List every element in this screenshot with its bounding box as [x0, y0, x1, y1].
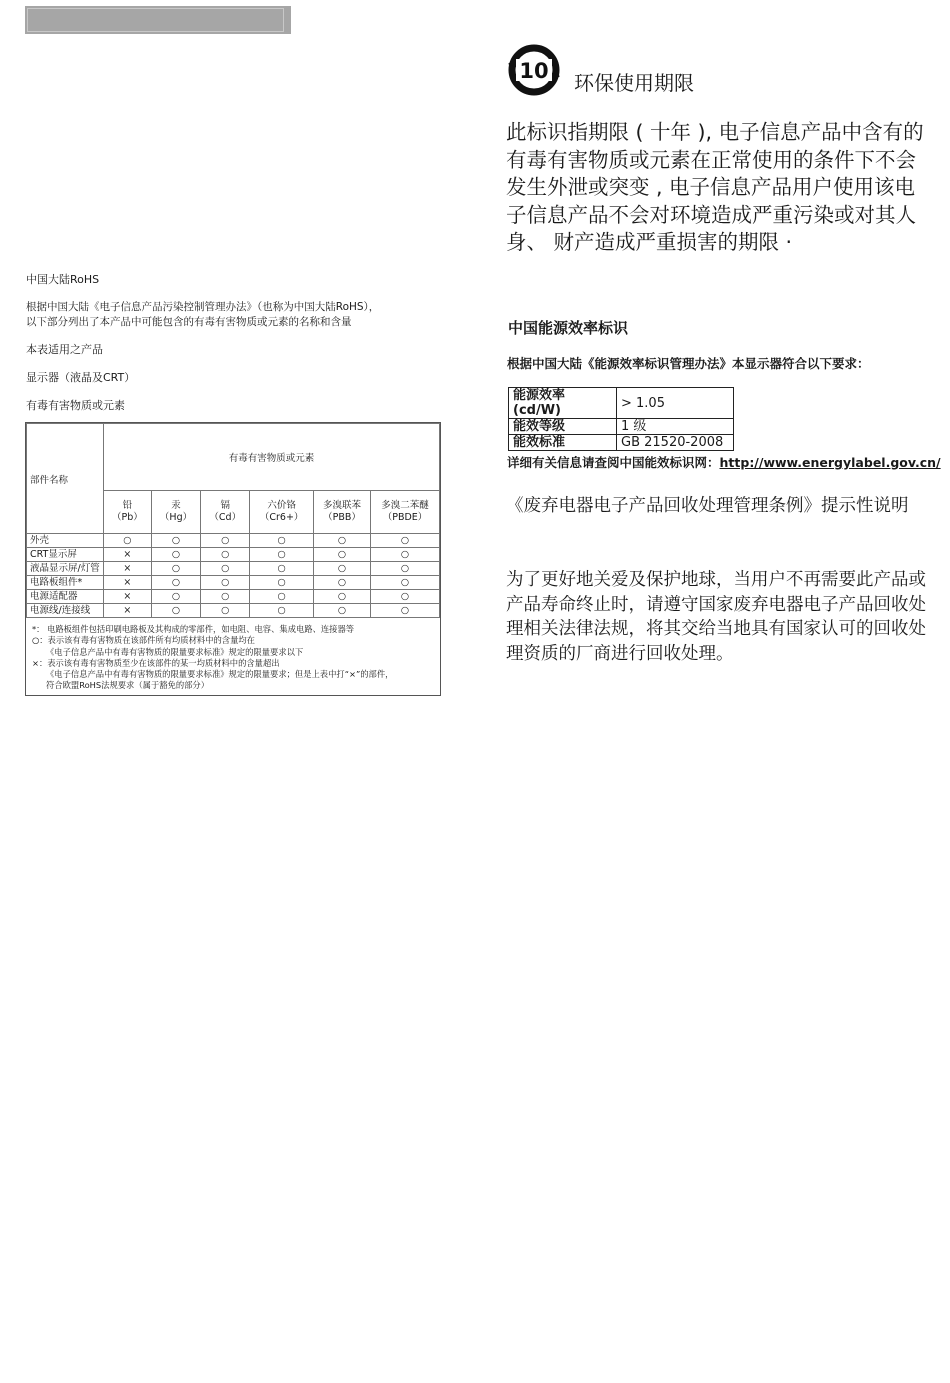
note-cross: ×：表示该有毒有害物质至少在该部件的某一均质材料中的含量超出 [32, 657, 280, 668]
rohs-title: 中国大陆RoHS [26, 273, 100, 286]
substance-symbol: （Hg） [159, 512, 193, 523]
substance-mark: ○ [151, 548, 201, 562]
substance-header [250, 491, 314, 534]
substance-mark: × [104, 576, 152, 590]
epup-title: 环保使用期限 [574, 71, 694, 95]
substance-mark: ○ [250, 590, 314, 604]
epup-10-logo-icon [506, 42, 562, 98]
rohs-table-row [27, 576, 440, 590]
rohs-table-row [27, 590, 440, 604]
substance-mark: ○ [314, 562, 371, 576]
energy-row [509, 435, 734, 451]
substance-mark: × [104, 590, 152, 604]
header-bar [25, 6, 291, 34]
energy-row [509, 388, 734, 419]
epup-body: 此标识指期限 ( 十年 ), 电子信息产品中含有的有毒有害物质或元素在正常使用的条件下不会发生外泄或突变 , 电子信息产品用户使用该电子信息产品不会对环境造成严重污染或对其人身、 财产造成严重损害的期限 · [506, 120, 924, 254]
substance-mark: ○ [314, 548, 371, 562]
substance-symbol: （PBDE） [382, 512, 428, 523]
rohs-table-row [27, 534, 440, 548]
substance-symbol: （Cr6+） [259, 512, 304, 523]
substance-symbol: （Pb） [111, 512, 143, 523]
substance-mark: ○ [151, 604, 201, 618]
substance-mark: ○ [250, 604, 314, 618]
substance-mark: ○ [371, 548, 440, 562]
part-name-header: 部件名称 [27, 424, 104, 534]
substance-mark: ○ [201, 562, 250, 576]
note-cross-cont: 《电子信息产品中有毒有害物质的限量要求标准》规定的限量要求；但是上表中打“×”的部件， [46, 669, 394, 680]
rohs-subtitle: 有毒有害物质或元素 [26, 399, 125, 412]
substance-mark: ○ [201, 604, 250, 618]
substance-mark: × [104, 562, 152, 576]
substance-mark: ○ [314, 604, 371, 618]
substance-mark: ○ [151, 590, 201, 604]
substance-mark: ○ [314, 590, 371, 604]
energy-key: 能效等级 [509, 419, 617, 435]
substance-name: 汞 [171, 500, 181, 511]
part-name: CRT显示屏 [27, 548, 104, 562]
substance-mark: ○ [250, 576, 314, 590]
weee-title: 《废弃电器电子产品回收处理管理条例》提示性说明 [506, 496, 909, 516]
substance-header [314, 491, 371, 534]
substance-header [104, 491, 152, 534]
substance-mark: ○ [250, 534, 314, 548]
substance-name: 铅 [122, 500, 133, 511]
rohs-notes [26, 618, 440, 692]
energy-key: 能效标准 [509, 435, 617, 451]
substance-mark: ○ [201, 590, 250, 604]
rohs-intro-line-1: 根据中国大陆《电子信息产品污染控制管理办法》（也称为中国大陆RoHS）， [26, 301, 380, 313]
rohs-table-box [25, 422, 441, 696]
part-name: 液晶显示屏/灯管 [27, 562, 104, 576]
substance-mark: ○ [371, 562, 440, 576]
note-cross-cont-2: 符合欧盟RoHS法规要求（属于豁免的部分） [46, 680, 210, 691]
part-name: 电源适配器 [27, 590, 104, 604]
substance-name: 六价铬 [267, 500, 296, 511]
substance-group-header: 有毒有害物质或元素 [104, 424, 440, 491]
substance-mark: ○ [371, 604, 440, 618]
substance-mark: ○ [250, 562, 314, 576]
substance-mark: ○ [201, 548, 250, 562]
energy-more-label: 详细有关信息请查阅中国能效标识网： [507, 455, 720, 470]
rohs-intro [26, 300, 446, 330]
energy-key: 能源效率(cd/W) [509, 388, 617, 419]
substance-mark: ○ [201, 576, 250, 590]
substance-mark: ○ [151, 562, 201, 576]
energy-intro: 根据中国大陆《能源效率标识管理办法》本显示器符合以下要求： [507, 356, 870, 371]
substance-mark: ○ [201, 534, 250, 548]
rohs-table [26, 423, 440, 618]
rohs-table-row [27, 604, 440, 618]
weee-body: 为了更好地关爱及保护地球，当用户不再需要此产品或产品寿命终止时，请遵守国家废弃电器电子产品回收处理相关法律法规，将其交给当地具有国家认可的回收处理资质的厂商进行回收处理。 [506, 570, 926, 664]
part-name: 电源线/连接线 [27, 604, 104, 618]
note-circle-cont: 《电子信息产品中有毒有害物质的限量要求标准》规定的限量要求以下 [46, 646, 304, 657]
rohs-table-row [27, 548, 440, 562]
energy-row [509, 419, 734, 435]
substance-mark: ○ [371, 576, 440, 590]
substance-mark: ○ [371, 534, 440, 548]
note-circle: ○：表示该有毒有害物质在该部件所有均质材料中的含量均在 [32, 635, 255, 646]
substance-mark: ○ [314, 576, 371, 590]
part-name: 外壳 [27, 534, 104, 548]
substance-symbol: （Cd） [209, 512, 242, 523]
energy-value: 1 级 [617, 419, 734, 435]
substance-mark: ○ [151, 534, 201, 548]
substance-name: 多溴联苯 [323, 500, 362, 511]
substance-symbol: （PBB） [323, 512, 361, 523]
energy-label-link[interactable]: http://www.energylabel.gov.cn/ [719, 455, 941, 470]
substance-header [201, 491, 250, 534]
substance-mark: ○ [314, 534, 371, 548]
substance-name: 多溴二苯醚 [381, 500, 429, 511]
substance-mark: ○ [371, 590, 440, 604]
rohs-product: 显示器（液晶及CRT） [26, 371, 136, 384]
substance-mark: ○ [151, 576, 201, 590]
rohs-scope: 本表适用之产品 [26, 343, 103, 356]
rohs-table-row [27, 562, 440, 576]
energy-title: 中国能源效率标识 [508, 319, 629, 337]
substance-mark: ○ [104, 534, 152, 548]
energy-more-info [507, 453, 941, 471]
part-name: 电路板组件* [27, 576, 104, 590]
note-asterisk: *： 电路板组件包括印刷电路板及其构成的零部件，如电阻、电容、集成电路、连接器等 [32, 624, 355, 634]
energy-value: GB 21520-2008 [617, 435, 734, 451]
substance-header [371, 491, 440, 534]
energy-value: > 1.05 [617, 388, 734, 419]
substance-mark: × [104, 548, 152, 562]
rohs-intro-line-2: 以下部分列出了本产品中可能包含的有毒有害物质或元素的名称和含量 [26, 316, 352, 328]
energy-table [508, 387, 734, 451]
epup-logo-number: 10 [519, 59, 549, 83]
substance-mark: × [104, 604, 152, 618]
substance-name: 镉 [220, 500, 230, 511]
substance-mark: ○ [250, 548, 314, 562]
substance-header [151, 491, 201, 534]
